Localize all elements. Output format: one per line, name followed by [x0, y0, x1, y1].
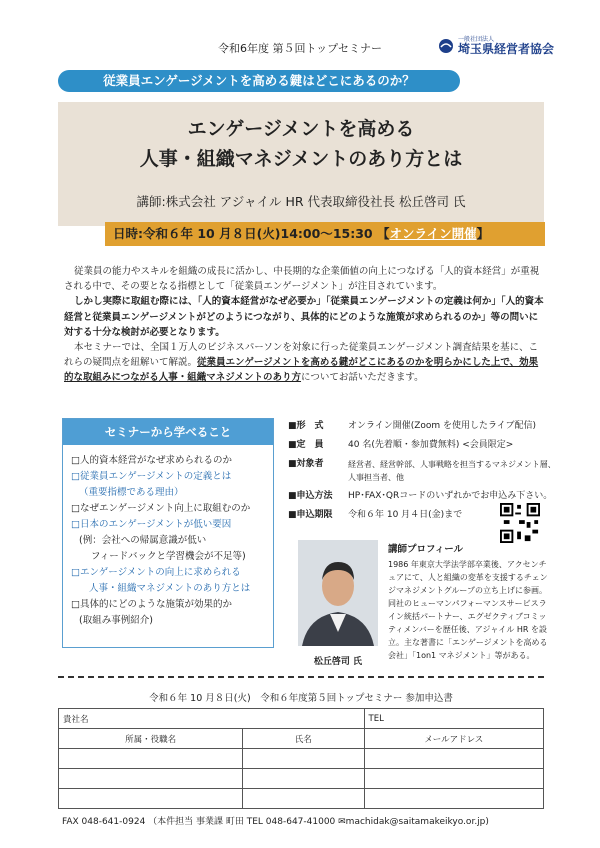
detail-value: 40 名(先着順・参加費無料) <会員限定> — [348, 440, 514, 450]
detail-value: 令和６年 10 月４日(金)まで — [348, 510, 463, 520]
main-title-line2: 人事・組織マネジメントのあり方とは — [139, 148, 463, 170]
name-cell[interactable] — [243, 749, 364, 769]
company-label: 貴社名 — [63, 714, 89, 725]
learn-item: (取組み事例紹介) — [79, 615, 153, 626]
application-form-title: 令和６年 10 月８日(火) 令和６年度第５回トップセミナー 参加申込書 — [149, 693, 453, 704]
learn-item: (例：会社への帰属意識が低い — [79, 535, 207, 546]
application-form — [58, 708, 544, 809]
contact-footer: FAX 048-641-0924 （本件担当 事業課 町田 TEL 048-647-41000 ✉machidak@saitamakeikyo.or.jp) — [62, 817, 489, 827]
email-header: メールアドレス — [364, 729, 543, 749]
intro-text — [64, 264, 544, 386]
intro-emphasis: 従業員エンゲージメントを高める鍵がどこにあるのかを明らかにした上で、効果的な取組みにつながる人事・組織マネジメントのあり方 — [64, 357, 539, 384]
dept-cell[interactable] — [59, 769, 243, 789]
dept-cell[interactable] — [59, 789, 243, 809]
learn-item: □日本のエンゲージメントが低い要因 — [71, 519, 232, 530]
detail-label: ■形 式 — [288, 421, 324, 431]
org-small-label: 一般社団法人 — [458, 36, 495, 43]
tel-label: TEL — [368, 713, 384, 724]
lecturer-photo — [298, 540, 378, 646]
learn-item: □従業員エンゲージメントの定義とは — [71, 471, 232, 482]
profile-text: 1986 年東京大学法学部卒業後、アクセンチュアにて、人と組織の変革を支援するチェンジマネジメントグループの立ち上げに参画。同社のヒューマンパフォーマンスサービスライン統括パートナー、エグゼクティブコミッティメンバーを歴任後、アジャイル HR を設立。主な著書に「エンゲージメントを高める会社」「1on1 マネジメント」等がある。 — [388, 560, 548, 660]
date-text: 日時:令和６年 10 月８日(火)14:00～15:30 【 — [113, 226, 390, 241]
email-cell[interactable] — [364, 789, 543, 809]
learning-points-list — [71, 453, 271, 629]
cut-line — [58, 676, 544, 678]
intro-paragraph-1: 従業員の能力やスキルを組織の成長に活かし、中長期的な企業価値の向上につなげる「人的資本経営」が重視される中で、その要となる指標として「従業員エンゲージメント」が注目されています。 — [64, 266, 540, 293]
intro-paragraph-3: 本セミナーでは、全国１万人のビジネスパーソンを対象に行った従業員エンゲージメント調査結果を基に、これらの疑問点を紐解いて解説。従業員エンゲージメントを高める鍵がどこにあるのかを明らかにした上で、効果的な取組みにつながる人事・組織マネジメントのあり方についてお話いただきます。 — [64, 342, 539, 384]
intro-paragraph-2: しかし実際に取組む際には、「人的資本経営がなぜ必要か」「従業員エンゲージメントの定義は何か」「人的資本経営と従業員エンゲージメントがどのようにつながり、具体的にどのような施策が求められるのか」等の問いに対する十分な検討が必要となります。 — [64, 296, 544, 338]
detail-label: ■定 員 — [288, 440, 324, 450]
learn-item: フィードバックと学習機会が不足等) — [91, 551, 246, 562]
email-cell[interactable] — [364, 769, 543, 789]
company-field[interactable] — [59, 709, 365, 729]
detail-value: 経営者、経営幹部、人事戦略を担当するマネジメント層、人事担当者、他 — [348, 460, 556, 482]
learning-points-box — [62, 418, 274, 648]
dept-header: 所属・役職名 — [59, 729, 243, 749]
email-cell[interactable] — [364, 749, 543, 769]
tel-field[interactable] — [364, 709, 543, 729]
detail-label: ■申込方法 — [288, 491, 333, 501]
name-cell[interactable] — [243, 769, 364, 789]
date-bar — [105, 222, 545, 246]
org-logo-icon — [438, 38, 454, 54]
qr-code-icon[interactable] — [500, 503, 540, 543]
learn-item: □なぜエンゲージメント向上に取組むのか — [71, 503, 251, 514]
learn-item: □エンゲージメントの向上に求められる — [71, 567, 241, 578]
detail-label: ■申込期限 — [288, 510, 333, 520]
lecturer-line: 講師:株式会社 アジャイル HR 代表取締役社長 松丘啓司 氏 — [136, 194, 466, 209]
name-cell[interactable] — [243, 789, 364, 809]
seminar-series-title: 令和6年度 第５回トップセミナー — [217, 42, 383, 55]
learn-item: □具体的にどのような施策が効果的か — [71, 599, 232, 610]
learn-item: （重要指標である理由） — [79, 487, 184, 498]
detail-value: HP･FAX･QRコードのいずれかでお申込み下さい。 — [348, 491, 553, 501]
detail-value: オンライン開催(Zoom を使用したライブ配信) — [348, 421, 537, 431]
learn-item: □人的資本経営がなぜ求められるのか — [71, 455, 232, 466]
online-label: オンライン開催 — [389, 226, 477, 241]
org-logo — [438, 36, 554, 56]
learning-points-heading: セミナーから学べること — [63, 419, 273, 445]
dept-cell[interactable] — [59, 749, 243, 769]
detail-label: ■対象者 — [288, 459, 324, 469]
date-suffix: 】 — [476, 226, 490, 241]
profile-heading: 講師プロフィール — [388, 544, 464, 555]
main-title-line1: エンゲージメントを高める — [187, 118, 415, 140]
photo-caption: 松丘啓司 氏 — [313, 657, 363, 667]
learn-item: 人事・組織マネジメントのあり方とは — [89, 583, 251, 594]
theme-banner: 従業員エンゲージメントを高める鍵はどこにあるのか？ — [58, 70, 460, 92]
org-name: 埼玉県経営者協会 — [458, 42, 555, 56]
name-header: 氏名 — [243, 729, 364, 749]
